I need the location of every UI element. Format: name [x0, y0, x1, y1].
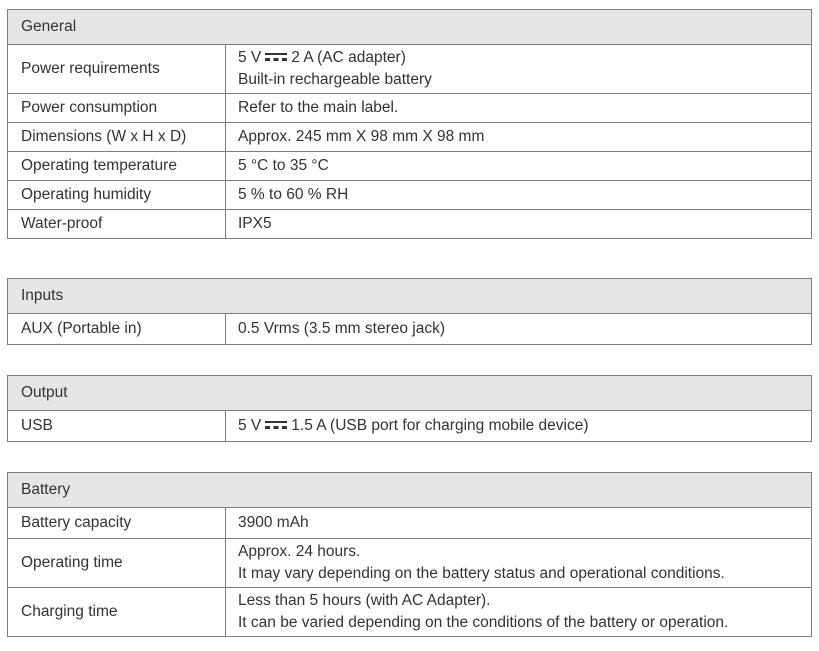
- section-header-battery: Battery: [8, 473, 812, 508]
- dc-current-icon: [265, 53, 287, 61]
- battery-spec-table: [7, 472, 812, 637]
- section-header-general: General: [8, 10, 812, 45]
- spec-label: Dimensions (W x H x D): [8, 123, 226, 152]
- spec-value: [226, 45, 812, 94]
- table-row: [8, 588, 812, 637]
- value-text: Approx. 24 hours.: [238, 543, 361, 560]
- spec-label: Water-proof: [8, 210, 226, 239]
- value-text: 1.5 A (USB port for charging mobile device): [291, 417, 589, 434]
- table-row: [8, 539, 812, 588]
- spec-label: Battery capacity: [8, 508, 226, 539]
- spec-label: Power requirements: [8, 45, 226, 94]
- spec-label: Power consumption: [8, 94, 226, 123]
- section-header-output: Output: [8, 376, 812, 411]
- inputs-spec-table: [7, 278, 812, 345]
- spec-value: Refer to the main label.: [226, 94, 812, 123]
- value-text: Less than 5 hours (with AC Adapter).: [238, 592, 491, 609]
- value-text: 5 V: [238, 417, 262, 434]
- section-header-inputs: Inputs: [8, 279, 812, 314]
- table-row: [8, 152, 812, 181]
- spec-label: USB: [8, 411, 226, 442]
- table-row: [8, 314, 812, 345]
- table-row: [8, 123, 812, 152]
- value-text: It may vary depending on the battery status and operational conditions.: [238, 565, 725, 582]
- dc-current-icon: [265, 421, 287, 429]
- spec-label: Charging time: [8, 588, 226, 637]
- table-row: [8, 210, 812, 239]
- table-row: [8, 508, 812, 539]
- value-text: 5 V: [238, 49, 262, 66]
- table-row: [8, 94, 812, 123]
- output-spec-table: [7, 375, 812, 442]
- spec-label: Operating time: [8, 539, 226, 588]
- general-spec-table: [7, 9, 812, 239]
- spec-value: [226, 539, 812, 588]
- table-row: [8, 181, 812, 210]
- table-row: [8, 411, 812, 442]
- spec-label: AUX (Portable in): [8, 314, 226, 345]
- value-text: 2 A (AC adapter): [291, 49, 406, 66]
- spec-value: IPX5: [226, 210, 812, 239]
- spec-value: 0.5 Vrms (3.5 mm stereo jack): [226, 314, 812, 345]
- table-row: [8, 45, 812, 94]
- spec-value: [226, 411, 812, 442]
- value-text: It can be varied depending on the conditions of the battery or operation.: [238, 614, 729, 631]
- spec-value: 3900 mAh: [226, 508, 812, 539]
- spec-label: Operating humidity: [8, 181, 226, 210]
- value-text: Built-in rechargeable battery: [238, 71, 432, 88]
- spec-value: 5 % to 60 % RH: [226, 181, 812, 210]
- spec-value: [226, 588, 812, 637]
- spec-label: Operating temperature: [8, 152, 226, 181]
- spec-value: 5 °C to 35 °C: [226, 152, 812, 181]
- spec-value: Approx. 245 mm X 98 mm X 98 mm: [226, 123, 812, 152]
